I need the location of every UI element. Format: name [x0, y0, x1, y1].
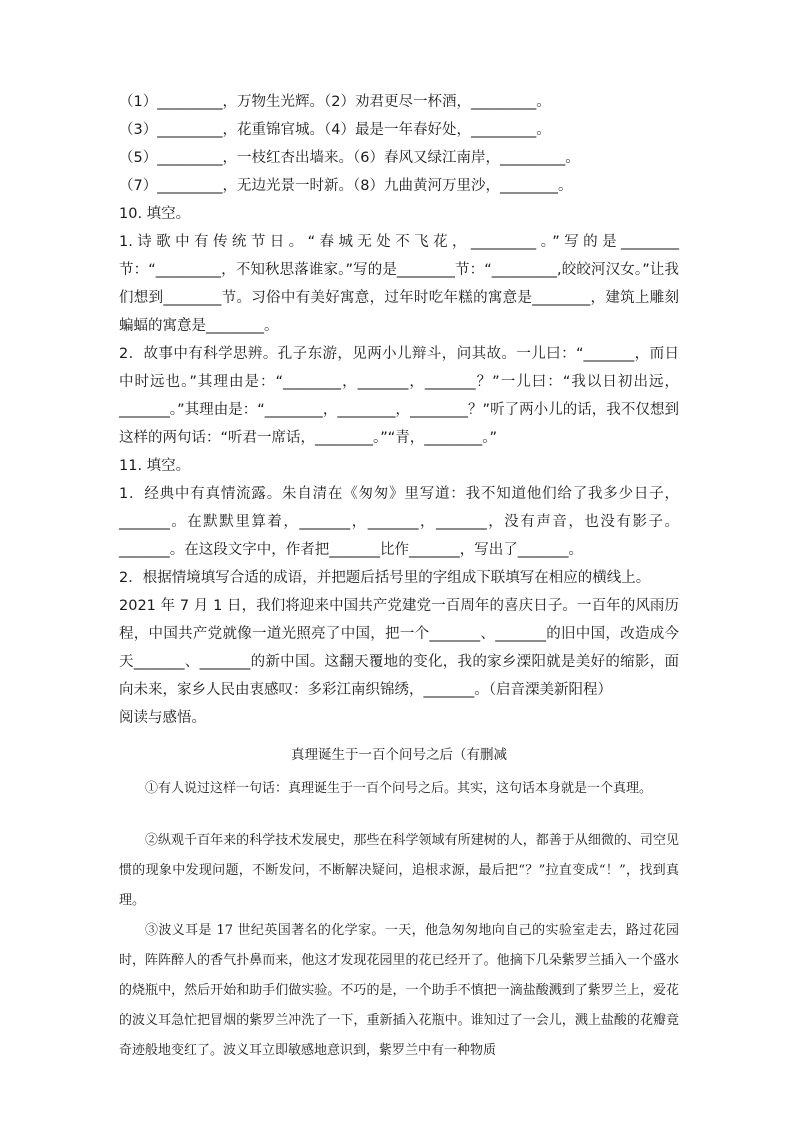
article-title: 真理诞生于一百个问号之后（有删减 [291, 747, 507, 763]
fill-line-2: （3）_________，花重锦官城。（4）最是一年春好处，_________。 [119, 122, 551, 138]
worksheet-page [119, 88, 679, 1066]
question-11-passage: 2021 年 7 月 1 日，我们将迎来中国共产党建党一百周年的喜庆日子。一百年的风雨历程，中国共产党就像一道光照亮了中国，把一个_______、_______的旧中国，改造成今天_______、_______的新中国。这翻天覆地的变化，我的家乡溧阳就是美好的缩影，面向未来，家乡人民由衷感叹：多彩江南织锦绣，_______。（启音溧美新阳程） [119, 598, 679, 698]
paragraph-gap [119, 804, 679, 826]
fill-line-4: （7）_________，无边光景一时新。（8）九曲黄河万里沙，________。 [119, 178, 573, 194]
article-paragraph-1: ①有人说过这样一句话：真理诞生于一百个问号之后。其实，这句话本身就是一个真理。 [145, 781, 653, 796]
article-paragraph-3: ③波义耳是 17 世纪英国著名的化学家。一天，他急匆匆地向自己的实验室走去，路过花园时，阵阵醉人的香气扑鼻而来，他这才发现花园里的花已经开了。他摘下几朵紫罗兰插入一个盛水的烧瓶中，然后开始和助手们做实验。不巧的是，一个助手不慎把一滴盐酸溅到了紫罗兰上，爱花的波义耳急忙把冒烟的紫罗兰冲洗了一下，重新插入花瓶中。谁知过了一会儿，溅上盐酸的花瓣竟奇迹般地变红了。波义耳立即敏感地意识到，紫罗兰中有一种物质 [119, 923, 679, 1058]
fill-line-3: （5）_________，一枝红杏出墙来。（6）春风又绿江南岸，_________。 [119, 150, 580, 166]
question-10-part-1: 1.诗歌中有传统节日。“春城无处不飞花，_________。”写的是________节：“_________，不知秋思落谁家。”写的是________节：“_________,皎皎河汉女。”让我们想到________节。习俗中有美好寓意，过年时吃年糕的寓意是________，建筑上雕刻蝙蝠的寓意是________。 [119, 234, 679, 334]
reading-heading: 阅读与感悟。 [119, 710, 206, 726]
question-11-part-2: 2．根据情境填写合适的成语，并把题后括号里的字组成下联填写在相应的横线上。 [119, 570, 651, 586]
question-11-part-1: 1．经典中有真情流露。朱自清在《匆匆》里写道：我不知道他们给了我多少日子，_______。在默默里算着，_______，_______，_______，没有声音，也没有影子。_______。在这段文字中，作者把_______比作_______，写出了_______。 [119, 486, 679, 558]
question-11-heading: 11. 填空。 [119, 458, 191, 474]
fill-line-1: （1）_________，万物生光辉。（2）劝君更尽一杯酒，_________。 [119, 94, 551, 110]
question-10-heading: 10. 填空。 [119, 206, 191, 222]
question-10-part-2: 2．故事中有科学思辨。孔子东游，见两小儿辩斗，问其故。一儿曰：“_______，而日中时远也。”其理由是：“________，_______，_______？”一儿曰：“我以日初出远，_______。”其理由是：“________，________，________？”听了两小儿的话，我不仅想到这样的两句话：“听君一席话，________。”“青，________。” [119, 346, 679, 446]
article-paragraph-2: ②纵观千百年来的科学技术发展史，那些在科学领域有所建树的人，都善于从细微的、司空见惯的现象中发现问题，不断发问，不断解决疑问，追根求源，最后把“？”拉直变成“！”，找到真理。 [119, 833, 679, 908]
